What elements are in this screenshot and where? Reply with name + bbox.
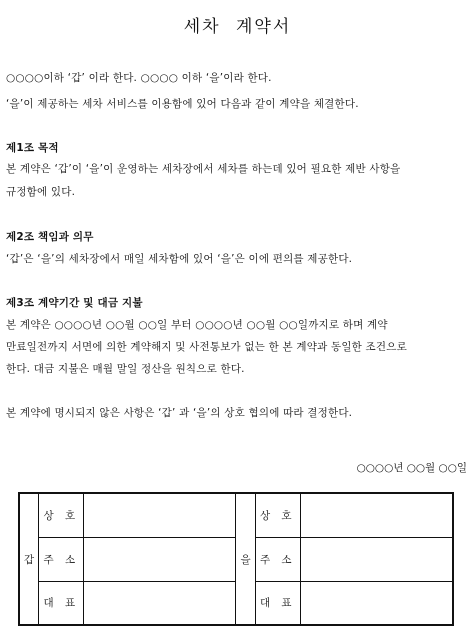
signature-table [18,492,454,626]
article-3-line-2: 만료일전까지 서면에 의한 계약해지 및 사전통보가 없는 한 본 계약과 동일한 조건으로 [6,341,407,353]
party-a-address-label: 주 소 [39,537,84,581]
party-b-address-label: 주 소 [255,537,300,581]
party-b-address-field[interactable] [300,537,453,581]
document-title: 세차 계약서 [183,17,292,37]
party-b-company-label: 상 호 [255,493,300,537]
party-b-representative-field[interactable] [300,581,453,625]
closing-statement: 본 계약에 명시되지 않은 사항은 ‘갑’ 과 ‘을’의 상호 협의에 따라 결정한다. [6,407,353,419]
party-a-company-field[interactable] [84,493,236,537]
article-3-line-1: 본 계약은 ○○○○년 ○○월 ○○일 부터 ○○○○년 ○○월 ○○일까지로 하며 계약 [6,319,388,331]
party-b-label: 을 [236,493,255,625]
article-1-line-2: 규정함에 있다. [6,186,76,198]
article-2-heading: 제2조 책임과 의무 [6,231,94,243]
party-a-representative-field[interactable] [84,581,236,625]
contract-date: ○○○○년 ○○월 ○○일 [356,462,467,474]
party-b-representative-label: 대 표 [255,581,300,625]
party-b-company-field[interactable] [300,493,453,537]
intro-line-1: ○○○○이하 ‘갑’ 이라 한다. ○○○○ 이하 ‘을’이라 한다. [6,72,272,84]
party-a-label: 갑 [19,493,39,625]
article-3-heading: 제3조 계약기간 및 대금 지불 [6,297,143,309]
party-a-representative-label: 대 표 [39,581,84,625]
party-a-company-label: 상 호 [39,493,84,537]
article-2-line-1: ‘갑’은 ‘을’의 세차장에서 매일 세차함에 있어 ‘을’은 이에 편의를 제공한다. [6,253,353,265]
intro-line-2: ‘을’이 제공하는 세차 서비스를 이용함에 있어 다음과 같이 계약을 체결한다. [6,98,359,110]
article-3-line-3: 한다. 대금 지불은 매월 말일 정산을 원칙으로 한다. [6,363,245,375]
party-a-address-field[interactable] [84,537,236,581]
article-1-heading: 제1조 목적 [6,142,59,154]
article-1-line-1: 본 계약은 ‘갑’이 ‘을’이 운영하는 세차장에서 세차를 하는데 있어 필요한 제반 사항을 [6,163,401,175]
